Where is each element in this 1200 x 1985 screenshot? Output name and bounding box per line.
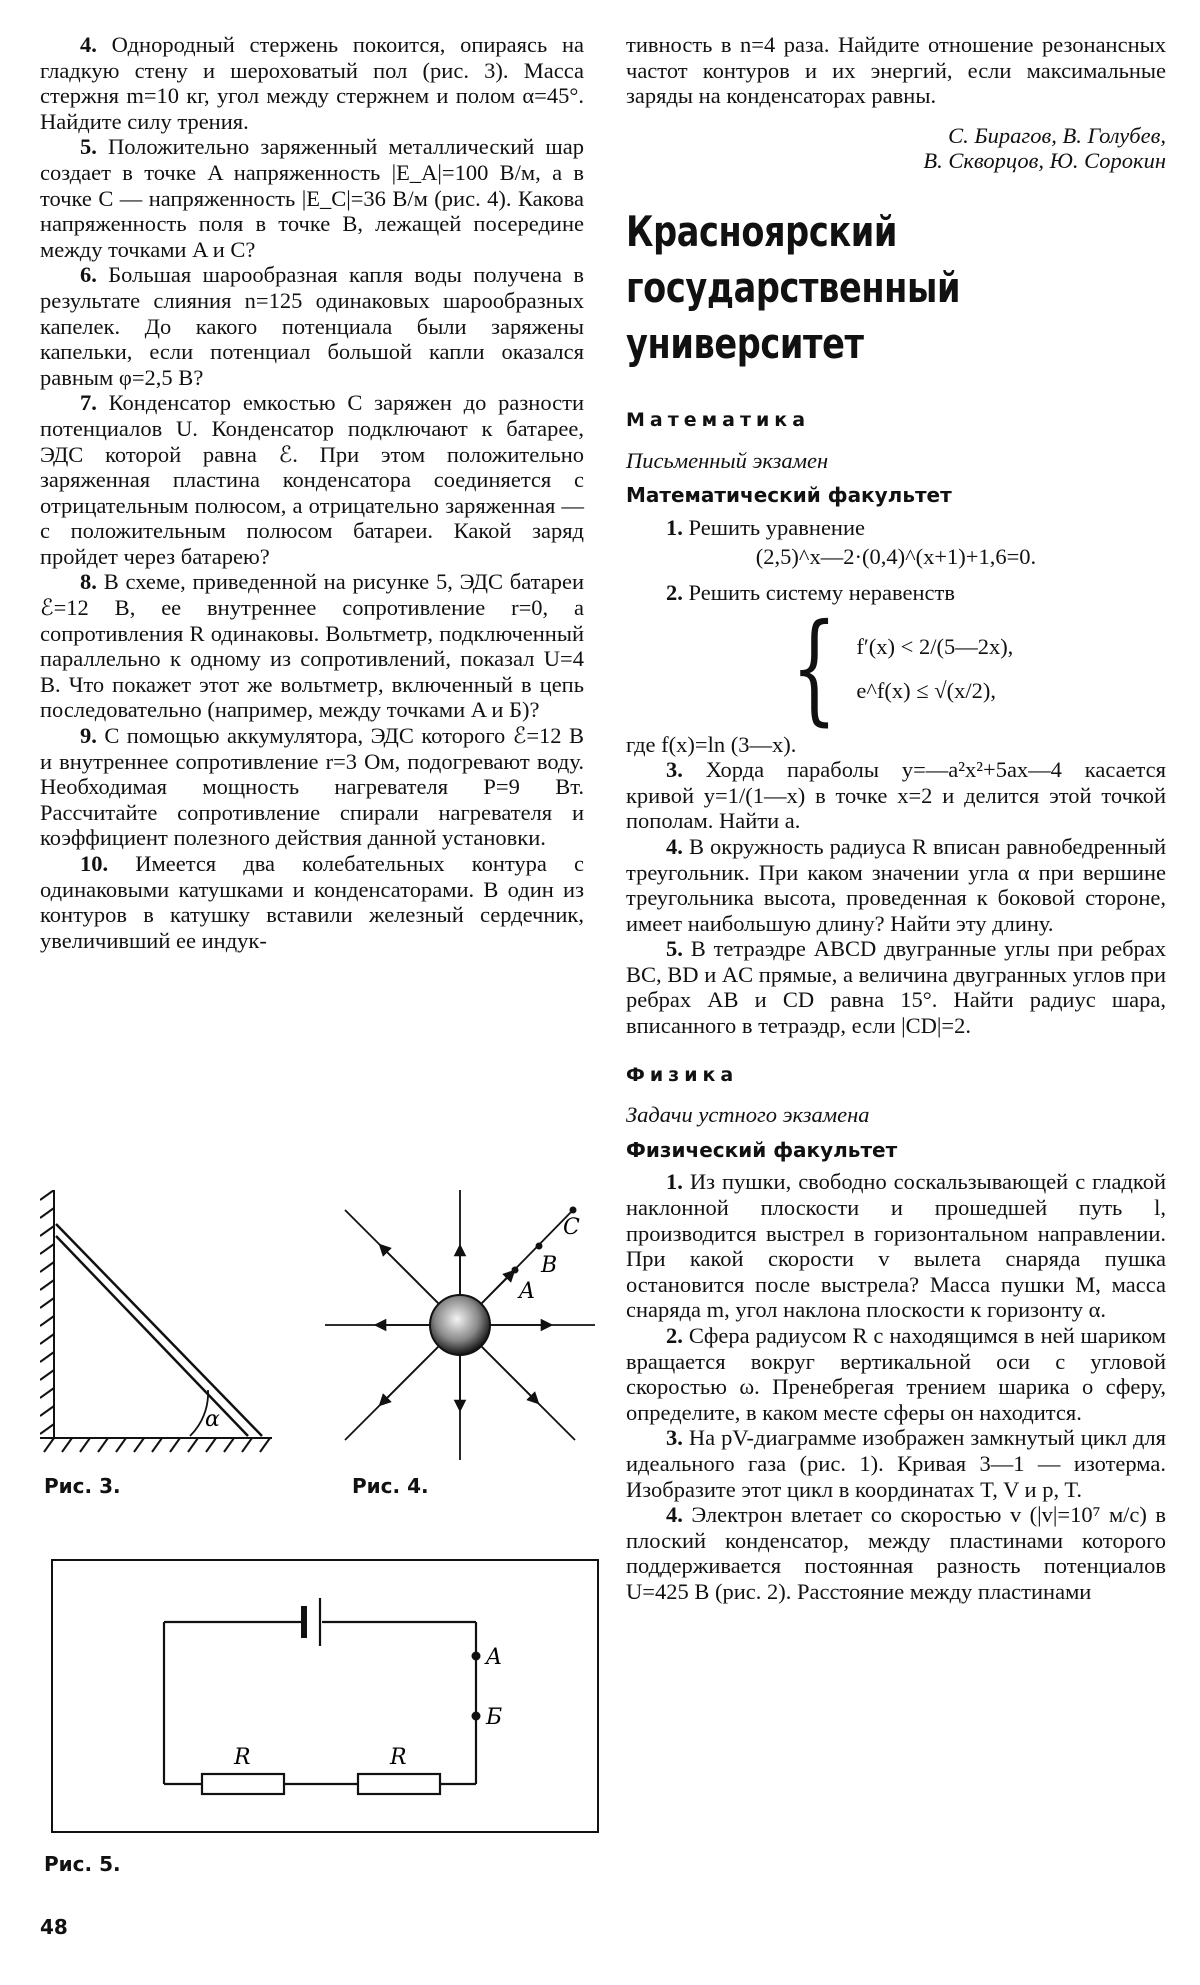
resistor-2	[358, 1774, 440, 1794]
point-c-label: C	[563, 1215, 580, 1240]
authors-line-1: С. Бирагов, В. Голубев,	[948, 122, 1166, 148]
university-title-line-3: университет	[626, 318, 864, 368]
inequality-1: f′(x) < 2/(5—2x),	[856, 633, 1014, 659]
math-problem-2-where: где f(x)=ln (3—x).	[626, 731, 797, 757]
inequality-system	[776, 598, 1166, 738]
battery	[304, 1598, 320, 1646]
angle-label: α	[205, 1407, 220, 1432]
point-a-label: A	[486, 1645, 502, 1670]
problem-9: 9. С помощью аккумулятора, ЭДС которого ℰ=12 В и внутреннее сопротивление r=3 Ом, подогревают воду. Необходимая мощность нагревателя P=9 Вт. Рассчитайте сопротивление спирали нагревателя и коэффициент полезного действия данной установки.	[40, 723, 584, 851]
point-a-dot	[472, 1652, 481, 1661]
point-b-dot	[536, 1243, 543, 1250]
left-column	[40, 32, 584, 953]
fig5-caption: Рис. 5.	[44, 1852, 121, 1876]
point-a-label: A	[519, 1279, 535, 1304]
figure-3-rod	[40, 1190, 280, 1460]
problem-10: 10. Имеется два колебательных контура с одинаковыми катушками и конденсаторами. В один из контуров в катушку вставили железный сердечник, увеличивший ее индук-	[40, 851, 585, 953]
figure-4-sphere	[325, 1190, 595, 1460]
authors-line-2: В. Скворцов, Ю. Сорокин	[923, 148, 1166, 174]
problem-7: 7. Конденсатор емкостью C заряжен до разности потенциалов U. Конденсатор подключают к батарее, ЭДС которой равна ℰ. При этом положительно заряженная пластина конденсатора соединяется с отрицательным полюсом, а отрицательно заряженная — с положительным полюсом батареи. Какой заряд пройдет через батарею?	[40, 390, 584, 569]
inequality-2: e^f(x) ≤ √(x/2),	[856, 677, 996, 703]
university-title	[626, 204, 1058, 372]
figure-5-circuit	[40, 1558, 600, 1838]
problem-4: 4. Однородный стержень покоится, опираясь на гладкую стену и шероховатый пол (рис. 3). Масса стержня m=10 кг, угол между стержнем и полом α=45°. Найдите силу трения.	[40, 32, 585, 134]
math-exam-type: Письменный экзамен	[626, 447, 829, 473]
physics-problem-4: 4. Электрон влетает со скоростью v (|v|=10⁷ м/с) в плоский конденсатор, между пластинами которого поддерживается постоянная разность потенциалов U=425 В (рис. 2). Расстояние между пластинами	[626, 1502, 1167, 1604]
fig4-caption: Рис. 4.	[352, 1474, 429, 1498]
math-problem-1-formula: (2,5)^x—2·(0,4)^(x+1)+1,6=0.	[755, 544, 1037, 570]
wall-hatching	[40, 1190, 54, 1438]
math-section-title: Математика	[626, 408, 811, 431]
fig3-caption: Рис. 3.	[44, 1474, 121, 1498]
resistor-2-label: R	[390, 1745, 407, 1770]
point-b-label: Б	[486, 1705, 503, 1730]
point-a-dot	[512, 1267, 519, 1274]
rod	[56, 1224, 262, 1436]
circuit-wires	[164, 1622, 476, 1784]
problem-6: 6. Большая шарообразная капля воды получена в результате слияния n=125 одинаковых шарообразных капелек. До какого потенциала были заряжены капельки, если потенциал большой капли оказался равным φ=2,5 В?	[40, 262, 585, 390]
point-b-dot	[472, 1712, 481, 1721]
resistor-1-label: R	[234, 1745, 251, 1770]
physics-problem-2: 2. Сфера радиусом R с находящимся в ней шариком вращается вокруг вертикальной оси с угловой скоростью ω. Пренебрегая трением шарика о сферу, определите, в каком месте сферы он находится.	[626, 1323, 1167, 1425]
math-problem-3: 3. Хорда параболы y=—a²x²+5ax—4 касается кривой y=1/(1—x) в точке x=2 и делится этой точкой пополам. Найти a.	[626, 757, 1167, 834]
university-title-line-2: государственный	[626, 262, 961, 312]
point-b-label: B	[541, 1253, 558, 1278]
right-column	[626, 32, 1166, 1605]
authors	[626, 123, 1166, 174]
math-problem-1: 1. Решить уравнение	[666, 514, 865, 540]
floor-hatching	[40, 1438, 272, 1452]
math-problem-2: 2. Решить систему неравенств	[666, 579, 955, 605]
page-number: 48	[40, 1915, 68, 1939]
point-c-dot	[570, 1207, 577, 1214]
problem-5: 5. Положительно заряженный металлический шар создает в точке A напряженность |E_A|=100 В/м, а в точке C — напряженность |E_C|=36 В/м (рис. 4). Какова напряженность поля в точке B, лежащей посередине между точками A и C?	[40, 134, 584, 262]
system-brace: {	[791, 598, 838, 738]
university-title-line-1: Красноярский	[626, 206, 898, 256]
math-problem-4: 4. В окружность радиуса R вписан равнобедренный треугольник. При каком значении угла α при вершине треугольника высота, проведенная к боковой стороне, имеет наибольшую длину? Найти эту длину.	[626, 833, 1167, 936]
physics-exam-type: Задачи устного экзамена	[626, 1102, 870, 1128]
figure-frame	[52, 1560, 598, 1832]
physics-problem-1: 1. Из пушки, свободно соскальзывающей с гладкой наклонной плоскости и прошедшей путь l, производится выстрел в горизонтальном направлении. При какой скорости v вылета снаряда пушка остановится после выстрела? Масса пушки M, масса снаряда m, угол наклона плоскости к горизонту α.	[626, 1169, 1166, 1323]
charged-sphere	[430, 1295, 490, 1355]
problem-10-continuation: тивность в n=4 раза. Найдите отношение резонансных частот контуров и их энергий, если максимальные заряды на конденсаторах равны.	[626, 32, 1166, 109]
math-faculty: Математический факультет	[626, 483, 952, 508]
resistor-1	[202, 1774, 284, 1794]
math-problem-5: 5. В тетраэдре ABCD двугранные углы при ребрах BC, BD и AC прямые, а величина двугранных углов при ребрах AB и CD равна 15°. Найти радиус шара, вписанного в тетраэдр, если |CD|=2.	[626, 936, 1167, 1039]
physics-problem-3: 3. На pV-диаграмме изображен замкнутый цикл для идеального газа (рис. 1). Кривая 3—1 — изотерма. Изобразите этот цикл в координатах T, V и p, T.	[626, 1425, 1167, 1502]
physics-faculty: Физический факультет	[626, 1137, 898, 1162]
problem-8: 8. В схеме, приведенной на рисунке 5, ЭДС батареи ℰ=12 В, ее внутреннее сопротивление r=0, а сопротивления R одинаковы. Вольтметр, подключенный параллельно к одному из сопротивлений, показал U=4 В. Что покажет этот же вольтметр, включенный в цепь последовательно (например, между точками A и Б)?	[40, 569, 584, 723]
physics-section-title: Физика	[626, 1063, 739, 1086]
